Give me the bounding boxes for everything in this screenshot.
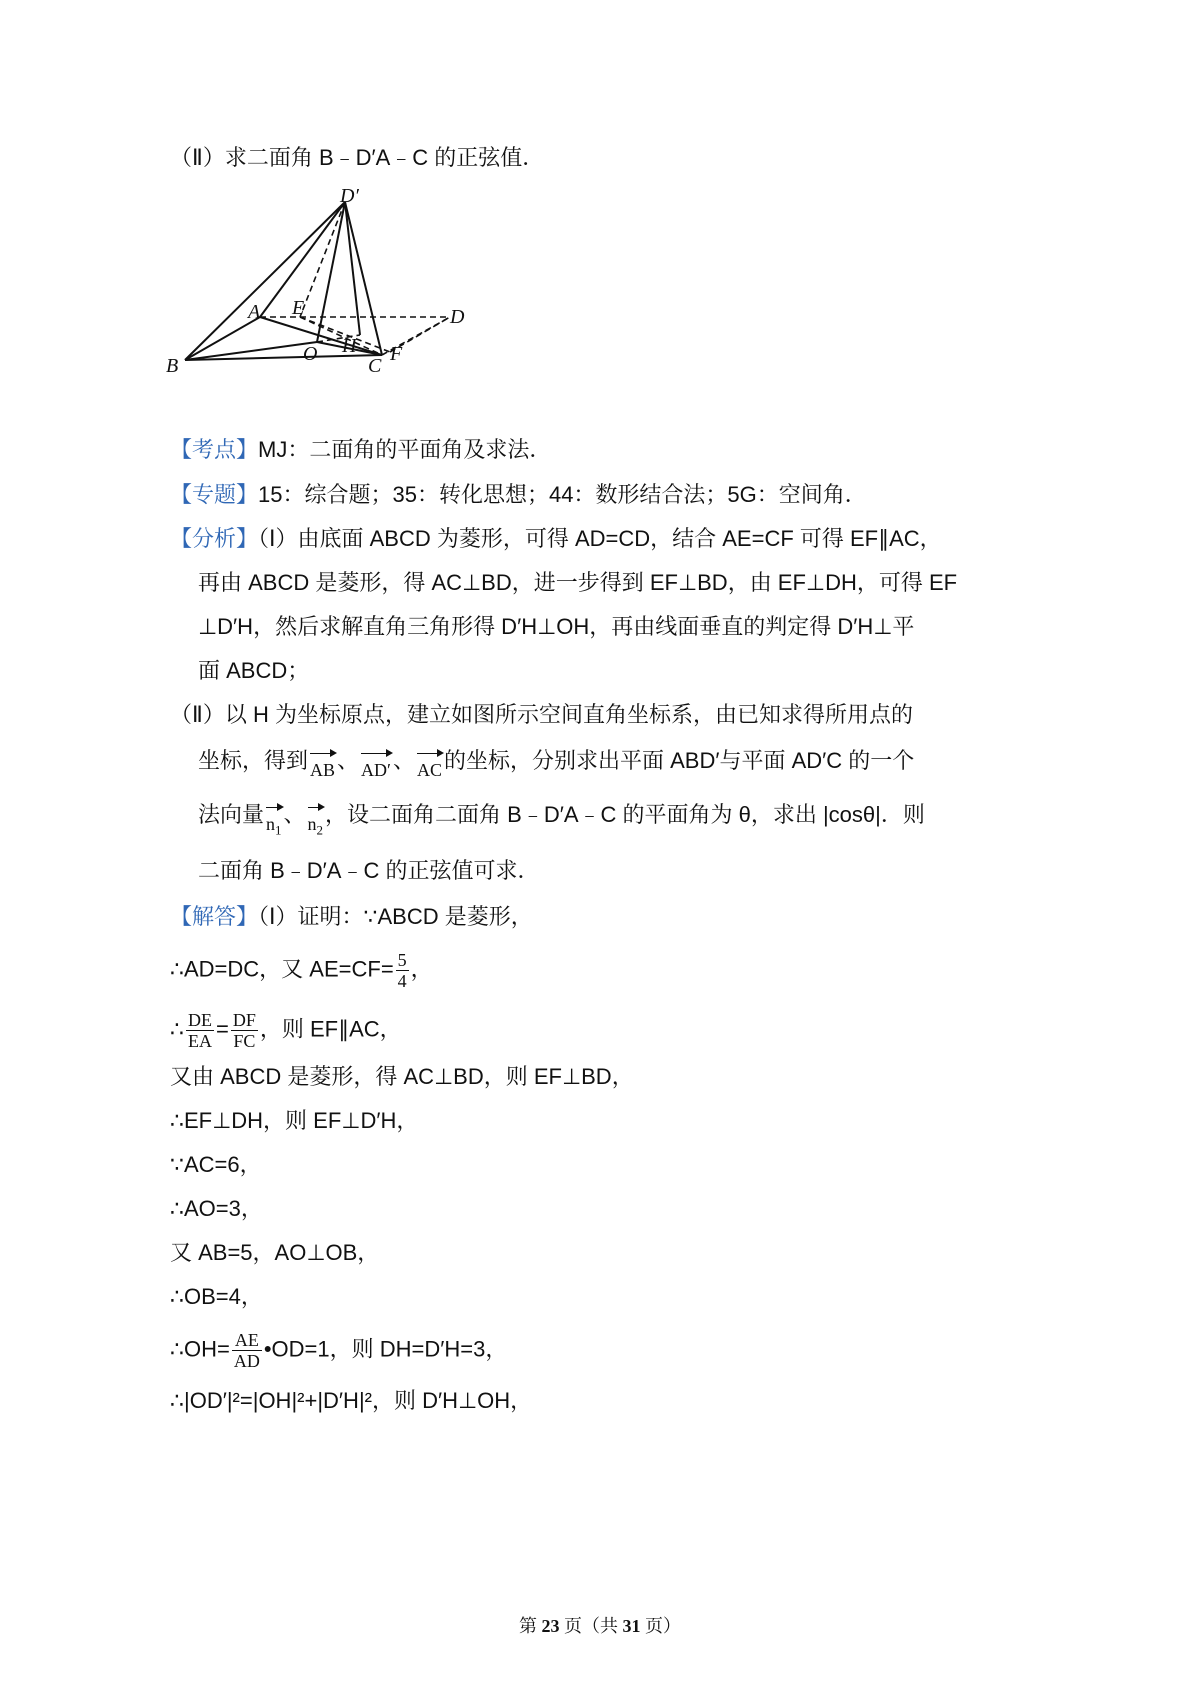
jieda-line-6: ∵AC=6， (170, 1152, 262, 1177)
jieda-line-7: ∴AO=3， (170, 1196, 263, 1221)
jieda-line-11: ∴|OD′|²=|OH|²+|D′H|²，则 D′H⊥OH， (170, 1388, 533, 1413)
pyramid-figure (160, 180, 480, 380)
label-D: D (450, 306, 465, 328)
fraction-numerator: 5 (397, 950, 407, 970)
vector-ac: AC (417, 747, 442, 785)
separator-3: 、 (283, 802, 306, 827)
jieda-line-3-pre: ∴ (170, 1016, 184, 1042)
vector-n2-subscript: 2 (316, 822, 324, 838)
jieda-line-8: 又 AB=5，AO⊥OB， (170, 1240, 380, 1265)
jieda-line-9: ∴OB=4， (170, 1284, 263, 1309)
label-F: F (390, 343, 403, 365)
fenxi-line-1 (170, 524, 942, 554)
fenxi-line-6 (198, 746, 914, 785)
fraction-numerator: DE (188, 1010, 212, 1030)
jieda-text-1: （Ⅰ）证明：∵ABCD 是菱形， (258, 904, 533, 929)
fraction-de-over-ea (186, 1010, 214, 1051)
zhuanti-text: 15：综合题；35：转化思想；44：数形结合法；5G：空间角． (258, 482, 867, 507)
footer-pre: 第 (519, 1616, 542, 1636)
jieda-line-5: ∴EF⊥DH，则 EF⊥D′H， (170, 1108, 419, 1133)
label-E: E (292, 297, 305, 319)
separator-2: 、 (392, 748, 415, 773)
separator-1: 、 (337, 748, 360, 773)
fenxi-line-8: 二面角 B﹣D′A﹣C 的正弦值可求． (198, 858, 540, 883)
fenxi-line-7-post: ，设二面角二面角 B﹣D′A﹣C 的平面角为 θ，求出 |cosθ|．则 (325, 802, 925, 827)
fraction-numerator: AE (232, 1330, 262, 1351)
jieda-line-1 (170, 902, 533, 932)
jieda-line-2 (170, 950, 433, 991)
vector-n1-subscript: 1 (275, 822, 282, 838)
jieda-tag: 【解答】 (170, 904, 259, 929)
page-number: 23 (541, 1616, 560, 1636)
fenxi-line-5: （Ⅱ）以 H 为坐标原点，建立如图所示空间直角坐标系，由已知求得所用点的 (170, 702, 913, 727)
fenxi-line-3: ⊥D′H，然后求解直角三角形得 D′H⊥OH，再由线面垂直的判定得 D′H⊥平 (198, 614, 915, 639)
fraction-denominator: AD (233, 1351, 260, 1371)
fenxi-line-7-pre: 法向量 (198, 802, 265, 827)
fraction-denominator: FC (233, 1031, 256, 1051)
jieda-line-2-pre: ∴AD=DC，又 AE=CF= (170, 956, 394, 982)
vector-ad-prime: AD′ (361, 747, 391, 785)
vector-n1-base: n (266, 814, 276, 834)
kaodian-text: MJ：二面角的平面角及求法． (258, 437, 552, 462)
zhuanti-line (170, 480, 867, 510)
vector-ab: AB (310, 747, 335, 785)
zhuanti-tag: 【专题】 (170, 482, 259, 507)
fraction-denominator: EA (188, 1031, 212, 1051)
jieda-line-2-post: ， (410, 956, 433, 982)
fenxi-text-1: （Ⅰ）由底面 ABCD 为菱形，可得 AD=CD，结合 AE=CF 可得 EF∥AC， (258, 526, 942, 551)
fenxi-line-6-post: 的坐标，分别求出平面 ABD′与平面 AD′C 的一个 (444, 748, 915, 773)
vector-n1 (266, 801, 282, 846)
label-H: H (342, 335, 357, 357)
fenxi-line-7 (198, 800, 925, 846)
label-C: C (368, 355, 382, 377)
fraction-numerator: DF (232, 1010, 256, 1030)
fraction-df-over-fc (231, 1010, 258, 1051)
total-pages: 31 (622, 1616, 641, 1636)
fraction-denominator: 4 (397, 971, 407, 991)
kaodian-tag: 【考点】 (170, 437, 259, 462)
footer-mid: 页（共 (559, 1616, 623, 1636)
jieda-line-10-post: •OD=1，则 DH=D′H=3， (263, 1336, 508, 1362)
equals-sign: = (216, 1016, 229, 1042)
vector-n2-base: n (307, 814, 317, 834)
fenxi-line-4: 面 ABCD； (198, 658, 310, 683)
jieda-line-10 (170, 1330, 507, 1371)
label-B: B (166, 355, 179, 377)
kaodian-line (170, 435, 551, 465)
label-O: O (303, 343, 318, 365)
fenxi-line-6-pre: 坐标，得到 (198, 748, 309, 773)
jieda-line-10-pre: ∴OH= (170, 1336, 230, 1362)
jieda-line-3-post: ，则 EF∥AC， (259, 1016, 402, 1042)
jieda-line-4: 又由 ABCD 是菱形，得 AC⊥BD，则 EF⊥BD， (170, 1064, 634, 1089)
part2-question: （Ⅱ）求二面角 B﹣D′A﹣C 的正弦值． (170, 145, 545, 170)
fraction-ae-over-ad (232, 1330, 262, 1371)
vector-n2 (308, 801, 324, 846)
jieda-line-3 (170, 1010, 402, 1051)
footer-post: 页） (640, 1616, 681, 1636)
label-A: A (248, 301, 261, 323)
page-footer (0, 1612, 1200, 1638)
label-D-prime: D′ (340, 185, 359, 207)
fraction-5-over-4 (396, 950, 409, 991)
fenxi-line-2: 再由 ABCD 是菱形，得 AC⊥BD，进一步得到 EF⊥BD，由 EF⊥DH，可得 EF (198, 570, 958, 595)
fenxi-tag: 【分析】 (170, 526, 259, 551)
